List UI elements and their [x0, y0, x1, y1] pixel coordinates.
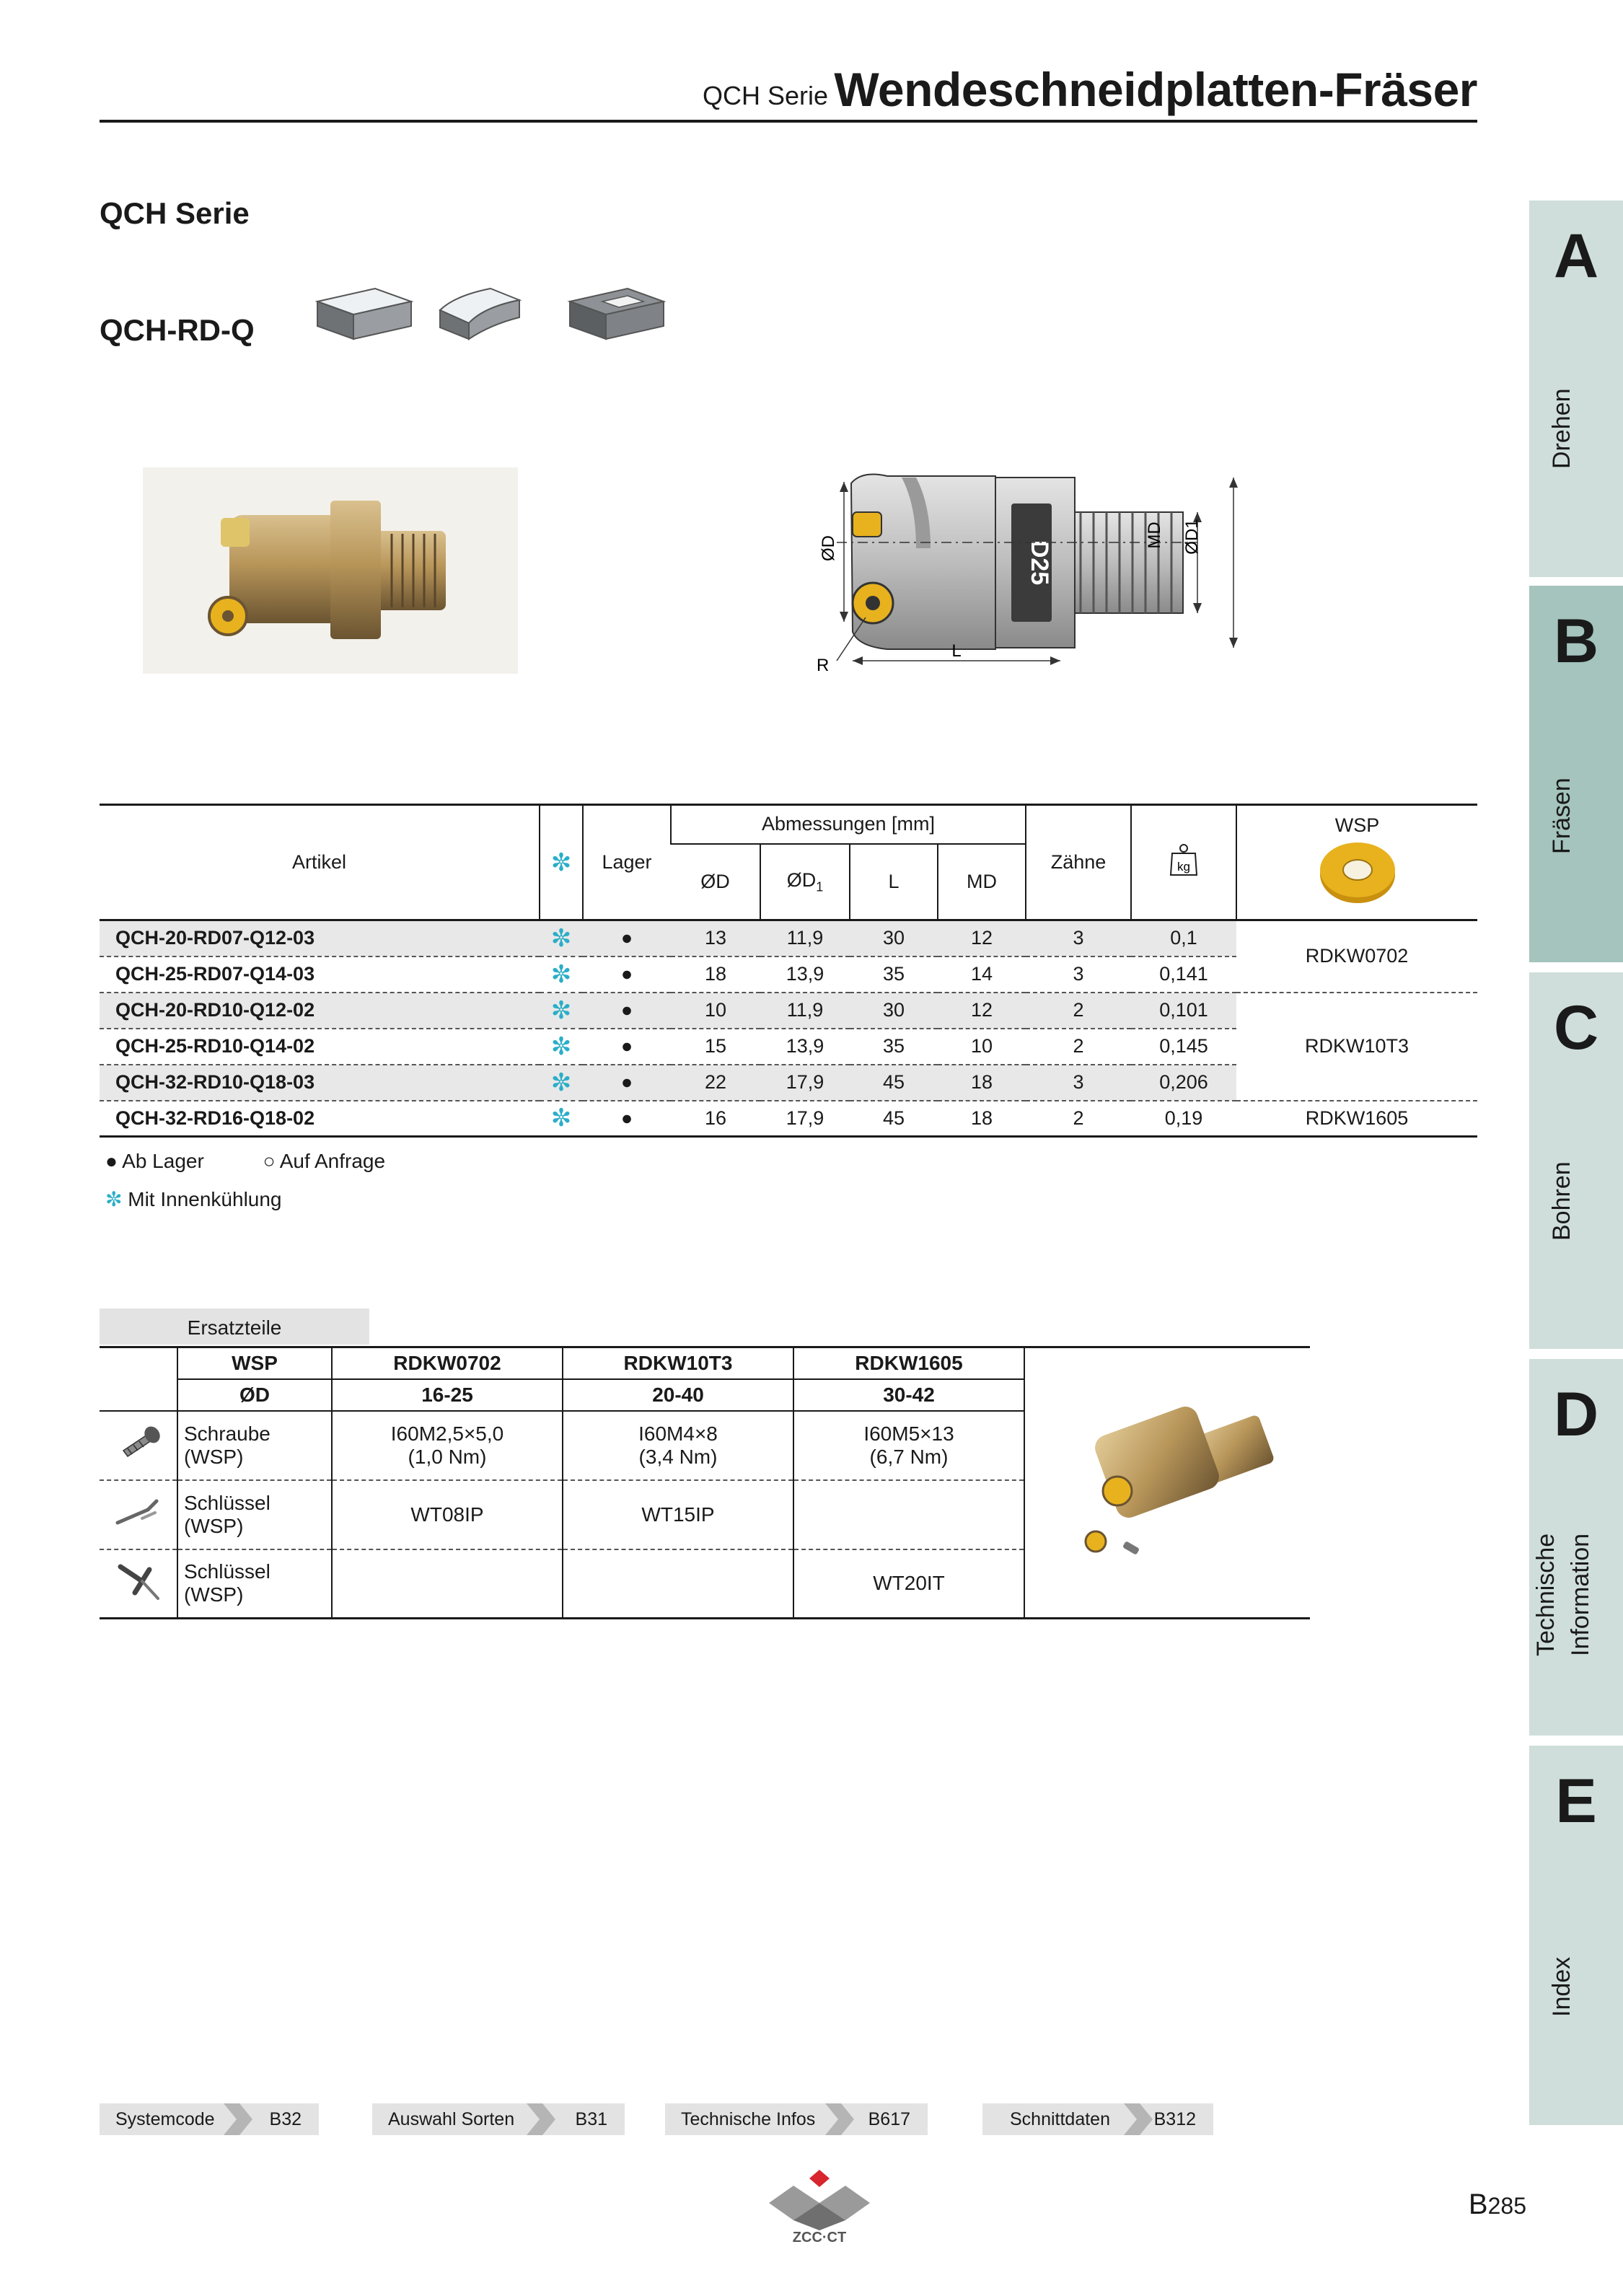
spare-value: I60M5×13 (6,7 Nm) — [793, 1411, 1024, 1480]
spare-photo — [1024, 1347, 1310, 1619]
footer-link-systemcode[interactable]: Systemcode B32 — [100, 2103, 319, 2135]
spare-wsp-label: WSP — [177, 1347, 332, 1379]
chevron-right-icon — [1124, 2103, 1153, 2135]
svg-text:kg: kg — [1177, 860, 1190, 874]
row-od1: 17,9 — [760, 1065, 850, 1101]
row-od: 16 — [671, 1101, 760, 1137]
col-od1: $ØD_1$ — [760, 844, 850, 920]
material-shapes-icon — [310, 267, 685, 353]
side-tab-letter: D — [1553, 1380, 1599, 1449]
side-tab-label-2: Information — [1567, 1533, 1594, 1656]
row-l: 35 — [850, 956, 938, 993]
row-od1: 13,9 — [760, 1029, 850, 1065]
side-tab-letter: B — [1553, 607, 1599, 676]
svg-text:ZCC·CT: ZCC·CT — [792, 2230, 847, 2243]
row-zaehne: 2 — [1026, 1101, 1131, 1137]
drawing-label-od: ØD — [819, 535, 838, 561]
header-subtitle: QCH Serie — [702, 81, 828, 110]
footer-link-technische-infos[interactable]: Technische Infos B617 — [665, 2103, 928, 2135]
coolant-icon: ✼ — [550, 924, 572, 952]
cutter-with-parts-image — [1045, 1390, 1290, 1570]
side-tab-drehen[interactable] — [1529, 201, 1623, 577]
row-artikel: QCH-25-RD10-Q14-02 — [100, 1029, 540, 1065]
coolant-icon: ✼ — [550, 848, 572, 876]
insert-icon — [1318, 837, 1397, 906]
row-od1: 17,9 — [760, 1101, 850, 1137]
chevron-right-icon — [825, 2103, 854, 2135]
col-lager: Lager — [583, 805, 671, 920]
col-abmessungen: Abmessungen [mm] — [671, 805, 1026, 844]
side-tab-label: Technische — [1532, 1533, 1560, 1656]
side-tab-letter: E — [1555, 1767, 1597, 1836]
spare-value: I60M2,5×5,0 (1,0 Nm) — [332, 1411, 563, 1480]
row-od1: 11,9 — [760, 993, 850, 1029]
footer-links — [100, 2103, 1398, 2138]
drawing-body-mark: D25 — [1026, 540, 1053, 586]
legend-cool-text: Mit Innenkühlung — [128, 1188, 282, 1210]
row-weight: 0,145 — [1131, 1029, 1236, 1065]
spare-col-wsp: RDKW10T3 — [563, 1347, 793, 1379]
spare-value: WT20IT — [793, 1549, 1024, 1619]
row-wsp: RDKW1605 — [1236, 1101, 1477, 1137]
row-od: 10 — [671, 993, 760, 1029]
technical-drawing — [793, 462, 1241, 678]
key-icon — [113, 1494, 164, 1530]
page-header — [100, 61, 1477, 123]
spare-parts-table — [100, 1346, 1310, 1619]
header-title: Wendeschneidplatten-Fräser — [834, 63, 1477, 116]
col-coolant — [540, 805, 583, 920]
table-row — [100, 993, 1477, 1029]
spare-value: WT08IP — [332, 1480, 563, 1549]
col-od: ØD — [671, 844, 760, 920]
row-artikel: QCH-32-RD10-Q18-03 — [100, 1065, 540, 1101]
row-l: 30 — [850, 920, 938, 956]
row-wsp: RDKW0702 — [1236, 920, 1477, 993]
col-zaehne: Zähne — [1026, 805, 1131, 920]
footer-link-auswahl-sorten[interactable]: Auswahl Sorten B31 — [372, 2103, 625, 2135]
legend-coolant — [105, 1187, 282, 1211]
page-number: B285 — [1468, 2189, 1526, 2220]
col-wsp — [1236, 805, 1477, 920]
row-lager: ● — [583, 920, 671, 956]
row-weight: 0,141 — [1131, 956, 1236, 993]
row-od1: 11,9 — [760, 920, 850, 956]
milling-cutter-image — [143, 467, 518, 674]
spare-col-od: 20-40 — [563, 1379, 793, 1411]
col-artikel: Artikel — [100, 805, 540, 920]
chevron-right-icon — [527, 2103, 555, 2135]
row-zaehne: 3 — [1026, 920, 1131, 956]
table-row — [100, 1101, 1477, 1137]
coolant-icon: ✼ — [550, 1068, 572, 1096]
row-weight: 0,206 — [1131, 1065, 1236, 1101]
spare-value — [793, 1480, 1024, 1549]
row-md: 12 — [938, 993, 1026, 1029]
row-lager: ● — [583, 956, 671, 993]
row-md: 10 — [938, 1029, 1026, 1065]
row-zaehne: 3 — [1026, 956, 1131, 993]
legend-ab-lager: ● Ab Lager — [105, 1150, 204, 1172]
row-l: 45 — [850, 1101, 938, 1137]
col-wsp-label: WSP — [1334, 814, 1380, 836]
legend-stock — [105, 1150, 439, 1173]
side-tab-bohren[interactable] — [1529, 972, 1623, 1349]
row-artikel: QCH-20-RD10-Q12-02 — [100, 993, 540, 1029]
coolant-icon: ✼ — [550, 1104, 572, 1132]
spare-value — [563, 1549, 793, 1619]
row-od: 15 — [671, 1029, 760, 1065]
t-handle-key-icon — [113, 1560, 164, 1603]
zcc-ct-logo — [762, 2164, 877, 2243]
coolant-icon: ✼ — [105, 1188, 123, 1210]
row-weight: 0,101 — [1131, 993, 1236, 1029]
spare-label: Schraube (WSP) — [177, 1411, 332, 1480]
side-tab-letter: C — [1553, 993, 1599, 1063]
spare-col-od: 16-25 — [332, 1379, 563, 1411]
spare-label: Schlüssel (WSP) — [177, 1480, 332, 1549]
drawing-label-l: L — [951, 641, 962, 661]
row-l: 45 — [850, 1065, 938, 1101]
spare-od-label: ØD — [177, 1379, 332, 1411]
row-zaehne: 2 — [1026, 1029, 1131, 1065]
drawing-label-md: MD — [1145, 522, 1164, 549]
row-md: 18 — [938, 1065, 1026, 1101]
row-od: 22 — [671, 1065, 760, 1101]
spare-col-wsp: RDKW0702 — [332, 1347, 563, 1379]
coolant-icon: ✼ — [550, 996, 572, 1024]
spare-label: Schlüssel (WSP) — [177, 1549, 332, 1619]
row-zaehne: 3 — [1026, 1065, 1131, 1101]
spare-value — [332, 1549, 563, 1619]
row-l: 30 — [850, 993, 938, 1029]
row-od: 13 — [671, 920, 760, 956]
product-photo — [143, 467, 518, 674]
row-lager: ● — [583, 1065, 671, 1101]
col-weight — [1131, 805, 1236, 920]
weight-icon — [1169, 843, 1198, 876]
row-wsp: RDKW10T3 — [1236, 993, 1477, 1101]
row-l: 35 — [850, 1029, 938, 1065]
spare-col-od: 30-42 — [793, 1379, 1024, 1411]
side-tab-label: Bohren — [1548, 1161, 1575, 1241]
row-od: 18 — [671, 956, 760, 993]
side-tab-index[interactable] — [1529, 1746, 1623, 2125]
row-md: 12 — [938, 920, 1026, 956]
drawing-label-od1: ØD1 — [1182, 519, 1202, 555]
col-md: MD — [938, 844, 1026, 920]
row-md: 14 — [938, 956, 1026, 993]
side-tab-technische-information[interactable] — [1529, 1359, 1623, 1736]
side-tab-label: Fräsen — [1548, 778, 1575, 854]
model-title: QCH-RD-Q — [100, 313, 255, 347]
row-artikel: QCH-32-RD16-Q18-02 — [100, 1101, 540, 1137]
legend-auf-anfrage: ○ Auf Anfrage — [263, 1150, 386, 1172]
row-md: 18 — [938, 1101, 1026, 1137]
row-lager: ● — [583, 1029, 671, 1065]
row-weight: 0,1 — [1131, 920, 1236, 956]
footer-link-schnittdaten[interactable]: Schnittdaten B312 — [982, 2103, 1213, 2135]
chevron-right-icon — [224, 2103, 252, 2135]
row-zaehne: 2 — [1026, 993, 1131, 1029]
col-l: L — [850, 844, 938, 920]
spare-parts-tab: Ersatzteile — [100, 1308, 369, 1345]
row-lager: ● — [583, 993, 671, 1029]
side-tab-label: Drehen — [1548, 388, 1575, 469]
coolant-icon: ✼ — [550, 960, 572, 988]
spare-col-wsp: RDKW1605 — [793, 1347, 1024, 1379]
table-row — [100, 920, 1477, 956]
row-od1: 13,9 — [760, 956, 850, 993]
side-tab-fraesen[interactable] — [1529, 586, 1623, 962]
drawing-label-r: R — [817, 656, 830, 675]
spare-value: WT15IP — [563, 1480, 793, 1549]
row-weight: 0,19 — [1131, 1101, 1236, 1137]
spare-value: I60M4×8 (3,4 Nm) — [563, 1411, 793, 1480]
product-table — [100, 804, 1477, 1138]
series-title: QCH Serie — [100, 196, 250, 230]
screw-icon — [113, 1425, 164, 1461]
row-artikel: QCH-25-RD07-Q14-03 — [100, 956, 540, 993]
row-artikel: QCH-20-RD07-Q12-03 — [100, 920, 540, 956]
coolant-icon: ✼ — [550, 1032, 572, 1060]
row-lager: ● — [583, 1101, 671, 1137]
side-tab-label: Index — [1548, 1956, 1575, 2017]
side-tab-letter: A — [1553, 221, 1599, 291]
